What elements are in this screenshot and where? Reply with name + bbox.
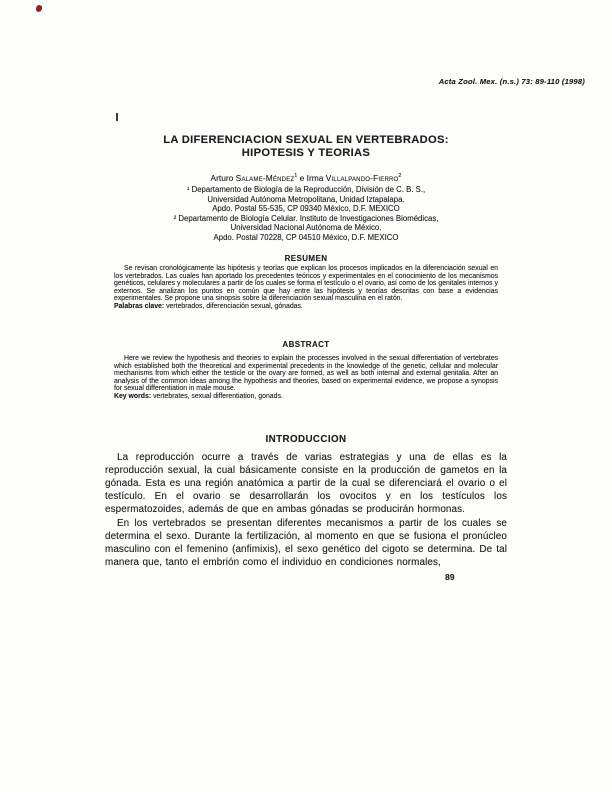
resumen-heading: RESUMEN (284, 254, 328, 263)
affiliation-line: Universidad Autónoma Metropolitana, Unidad Iztapalapa. (207, 194, 405, 204)
resumen-body: Se revisan cronológicamente las hipótesis y teorías que explican los procesos implicados en la diferenciación sexual en los vertebrados. Las cuales han aportado los precedentes teóricos y experimentales en el conocimiento de los mecanismos genéticos, celulares y moleculares a partir de los cuales se forma el testículo o el ovario, así como de los genitales internos y externos. Se analizan los puntos en común que hay entre las hipótesis y teorías descritas con base a evidencias experimentales. Se propone una sinopsis sobre la diferenciación sexual masculina en el ratón. (114, 265, 498, 303)
journal-reference: Acta Zool. Mex. (n.s.) 73: 89-110 (1998) (438, 77, 585, 86)
abstract-block (114, 355, 498, 401)
resumen-block (114, 265, 498, 311)
introduction-paragraph-1: La reproducción ocurre a través de varias estrategias y una de ellas es la reproducción sexual, la cual básicamente consiste en la producción de gametos en la gónada. Esta es una región anatómica a partir de la cual se diferenciará el ovario o el testículo. En el ovario se desarrollarán los ovocitos y en los testículos los espermatozoides, además de que en ambas gónadas se producirán hormonas. (105, 452, 507, 516)
resumen-keywords-text: vertebrados, diferenciación sexual, gónadas. (164, 302, 303, 310)
author1-surname: Salame-Méndez (235, 173, 295, 183)
affiliation-line: ¹ Departamento de Biología de la Reproducción, División de C. B. S., (186, 185, 426, 194)
affiliation-line: Apdo. Postal 55-535, CP 09340 México, D.F. MEXICO (212, 204, 400, 214)
author1-given: Arturo (210, 173, 236, 183)
authors-connector: e (297, 173, 307, 183)
author2-affiliation-mark: 2 (398, 173, 402, 180)
abstract-keywords-text: vertebrates, sexual differentiation, gonads. (151, 392, 283, 400)
authors-line (105, 173, 507, 183)
introduction-heading: INTRODUCCION (265, 434, 347, 445)
affiliation-line: ² Departamento de Biología Celular. Instituto de Investigaciones Biomédicas, (173, 213, 439, 223)
author2-surname: Villalpando-Fierro (325, 173, 399, 183)
resumen-keywords-line (114, 303, 498, 311)
scan-artifact-red-dot (35, 4, 42, 12)
resumen-keywords-label: Palabras clave: (114, 302, 165, 310)
abstract-keywords-label: Key words: (114, 392, 152, 400)
affiliation-line: Universidad Nacional Autónoma de México. (230, 223, 382, 233)
page-number: 89 (445, 572, 455, 582)
introduction-paragraph-2: En los vertebrados se presentan diferentes mecanismos a partir de los cuales se determina el sexo. Durante la fertilización, al momento en que se fusiona el pronúcleo masculino con el femenino (anfimixis), el sexo genético del cigoto se determina. De tal manera que, tanto el embrión como el individuo en condiciones normales, (105, 518, 507, 569)
title-line-2: HIPOTESIS Y TEORIAS (241, 147, 371, 159)
affiliations-block (105, 185, 507, 243)
title-line-1: LA DIFERENCIACION SEXUAL EN VERTEBRADOS: (163, 134, 449, 146)
abstract-keywords-line (114, 393, 498, 401)
author1-affiliation-mark: 1 (294, 173, 298, 180)
abstract-body: Here we review the hypothesis and theories to explain the processes involved in the sexual differentiation of vertebrates which established both the theoretical and experimental precedents in the knowledge of the genetic, cellular and molecular mechanisms from which either the testicle or the ovary are formed, as well as both internal and external genitalia. After an analysis of the common ideas among the hypothesis and theories, based on experimental evidence, we propose a synopsis for sexual differentiation in male mouse. (114, 355, 498, 393)
abstract-heading: ABSTRACT (282, 340, 330, 349)
affiliation-line: Apdo. Postal 70228, CP 04510 México, D.F. MEXICO (213, 232, 399, 242)
author2-given: Irma (306, 173, 326, 183)
page-title (105, 134, 507, 160)
content-column (105, 0, 507, 792)
